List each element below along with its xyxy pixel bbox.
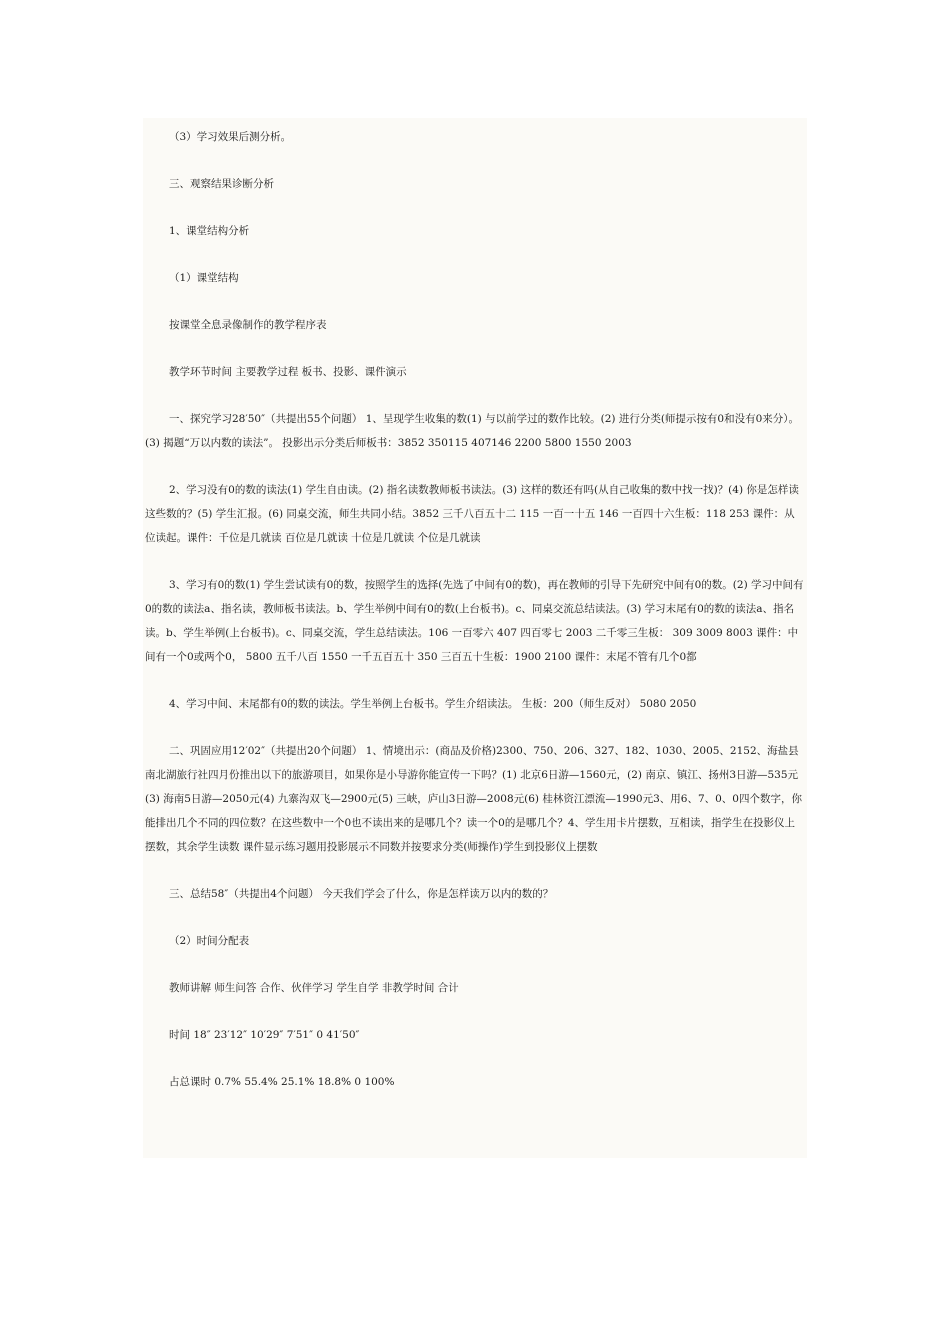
paragraph-consolidate: 二、巩固应用12′02″（共提出20个问题） 1、情境出示：(商品及价格)2300、750、206、327、182、1030、2005、2152、海盐县南北湖旅行社四月份推出以下的旅游项目，如果你是小导游你能宣传一下吗？(1) 北京6日游—1560元，(2) 南京、镇江、扬州3日游—535元(3) 海南5日游—2050元(4) 九寨沟双飞—2900元(5) 三峡，庐山3日游—2008元(6) 桂林资江漂流—1990元3、用6、7、0、0四个数字，你能排出几个不同的四位数？在这些数中一个0也不读出来的是哪几个？读一个0的是哪几个？4、学生用卡片摆数，互相读，指学生在投影仪上摆数，其余学生读数 课件显示练习题用投影展示不同数并按要求分类(师操作)学生到投影仪上摆数: [145, 745, 802, 853]
subheading-time-table: （2）时间分配表: [169, 935, 250, 947]
section-heading-observation: 三、观察结果诊断分析: [169, 178, 274, 190]
table-header: 教学环节时间 主要教学过程 板书、投影、课件演示: [169, 366, 407, 378]
paragraph-middle-end-zero: 4、学习中间、末尾都有0的数的读法。学生举例上台板书。学生介绍读法。 生板：200（师生反对） 5080 2050: [169, 698, 697, 710]
paragraph-with-zero: 3、学习有0的数(1) 学生尝试读有0的数，按照学生的选择(先选了中间有0的数)，再在教师的引导下先研究中间有0的数。(2) 学习中间有0的数的读法a、指名读，教师板书读法。b、学生举例中间有0的数(上台板书)。c、同桌交流总结读法。(3) 学习末尾有0的数的读法a、指名读。b、学生举例(上台板书)。c、同桌交流，学生总结读法。106 一百零六 407 四百零七 2003 二千零三生板： 309 3009 8003 课件：中间有一个0或两个0， 5800 五千八百 1550 一千五百五十 350 三百五十生板：1900 2100 课件：末尾不管有几个0都: [145, 579, 804, 663]
table-caption: 按课堂全息录像制作的教学程序表: [169, 319, 327, 331]
paragraph-no-zero: 2、学习没有0的数的读法(1) 学生自由读。(2) 指名读数教师板书读法。(3) 这样的数还有吗(从自己收集的数中找一找)？(4) 你是怎样读这些数的？(5) 学生汇报。(6) 同桌交流，师生共同小结。3852 三千八百五十二 115 一百一十五 146 一百四十六生板：118 253 课件：从 位读起。课件：千位是几就读 百位是几就读 十位是几就读 个位是几就读: [145, 484, 799, 544]
section-heading-posttest: （3）学习效果后测分析。: [169, 131, 292, 143]
document-body: [145, 125, 805, 1117]
time-table-row-percent: 占总课时 0.7% 55.4% 25.1% 18.8% 0 100%: [169, 1076, 395, 1088]
paragraph-explore: 一、探究学习28′50″（共提出55个问题） 1、呈现学生收集的数(1) 与以前学过的数作比较。(2) 进行分类(师提示按有0和没有0来分）。(3) 揭题“万以内数的读法”。 投影出示分类后师板书：3852 350115 407146 2200 5800 1550 2003: [145, 413, 800, 449]
time-table-header: 教师讲解 师生问答 合作、伙伴学习 学生自学 非教学时间 合计: [169, 982, 459, 994]
paragraph-summary: 三、总结58″（共提出4个问题） 今天我们学会了什么，你是怎样读万以内的数的？: [169, 888, 554, 900]
subheading-class-structure: （1）课堂结构: [169, 272, 239, 284]
time-table-row-time: 时间 18″ 23′12″ 10′29″ 7′51″ 0 41′50″: [169, 1029, 360, 1041]
section-heading-structure: 1、课堂结构分析: [169, 225, 250, 237]
